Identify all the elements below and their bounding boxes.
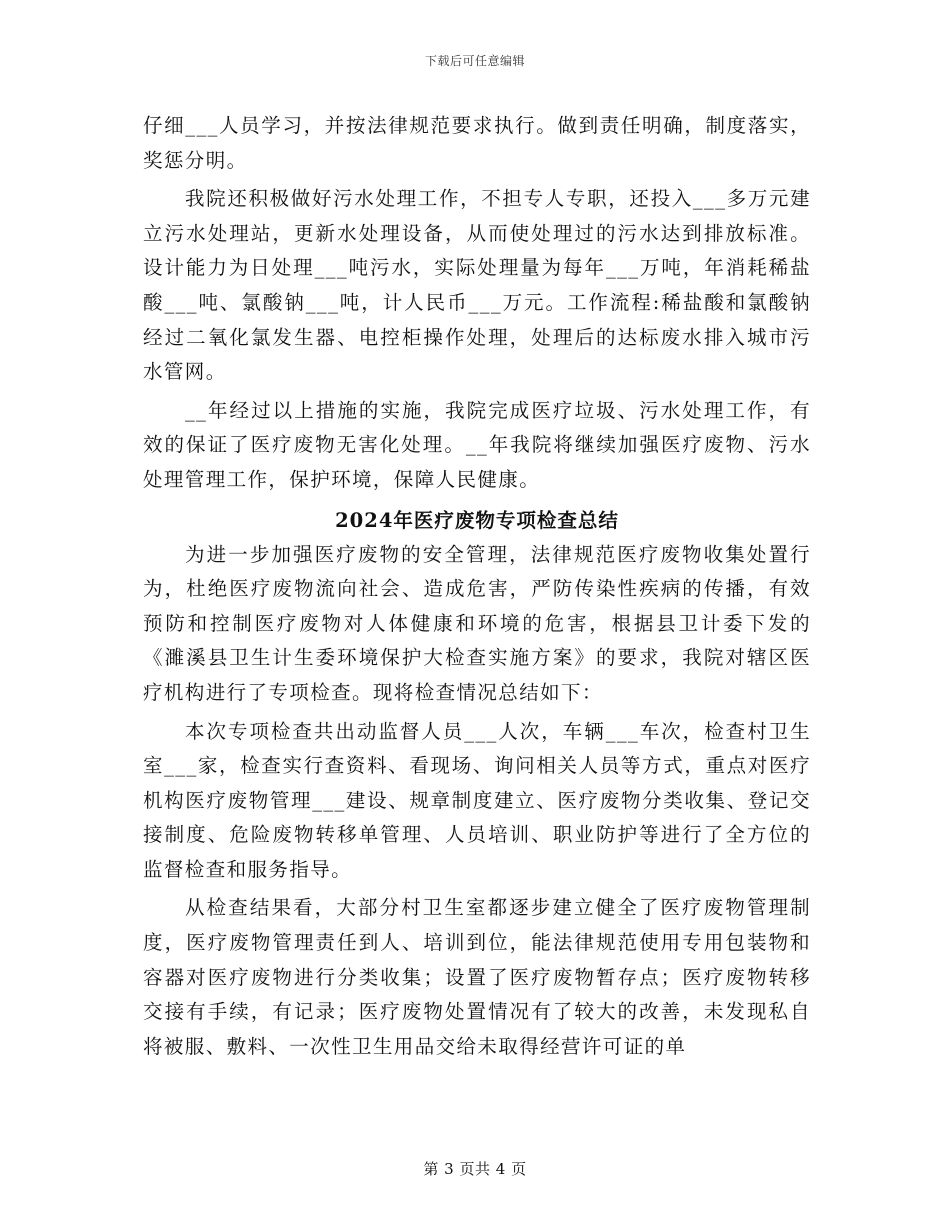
paragraph-introduction: 为进一步加强医疗废物的安全管理，法律规范医疗废物收集处置行为，杜绝医疗废物流向社会、造成危害，严防传染性疾病的传播，有效预防和控制医疗废物对人体健康和环境的危害，根据县卫计委下发的《濉溪县卫生计生委环境保护大检查实施方案》的要求，我院对辖区医疗机构进行了专项检查。现将检查情况总结如下： (143, 542, 811, 704)
header-note: 下载后可任意编辑 (424, 54, 525, 68)
paragraph-conclusion: __年经过以上措施的实施，我院完成医疗垃圾、污水处理工作，有效的保证了医疗废物无害化处理。__年我院将继续加强医疗废物、污水处理管理工作，保护环境，保障人民健康。 (143, 398, 811, 491)
paragraph-sewage-treatment: 我院还积极做好污水处理工作，不担专人专职，还投入___多万元建立污水处理站，更新水处理设备，从而使处理过的污水达到排放标准。设计能力为日处理___吨污水，实际处理量为每年___万吨，年消耗稀盐酸___吨、氯酸钠___吨，计人民币___万元。工作流程:稀盐酸和氯酸钠经过二氧化氯发生器、电控柜操作处理，处理后的达标废水排入城市污水管网。 (143, 187, 811, 384)
section-title: 2024年医疗废物专项检查总结 (335, 508, 619, 532)
paragraph-inspection-scope: 本次专项检查共出动监督人员___人次，车辆___车次，检查村卫生室___家，检查实行查资料、看现场、询问相关人员等方式，重点对医疗机构医疗废物管理___建设、规章制度建立、医疗废物分类收集、登记交接制度、危险废物转移单管理、人员培训、职业防护等进行了全方位的监督检查和服务指导。 (143, 719, 811, 881)
document-body (143, 109, 811, 1064)
paragraph-inspection-results: 从检查结果看，大部分村卫生室都逐步建立健全了医疗废物管理制度，医疗废物管理责任到人、培训到位，能法律规范使用专用包装物和容器对医疗废物进行分类收集；设置了医疗废物暂存点；医疗废物转移交接有手续，有记录；医疗废物处置情况有了较大的改善，未发现私自将被服、敷料、一次性卫生用品交给未取得经营许可证的单 (143, 896, 811, 1058)
paragraph-continuation: 仔细___人员学习，并按法律规范要求执行。做到责任明确，制度落实，奖惩分明。 (143, 114, 811, 172)
page-number: 第 3 页共 4 页 (423, 1160, 527, 1178)
